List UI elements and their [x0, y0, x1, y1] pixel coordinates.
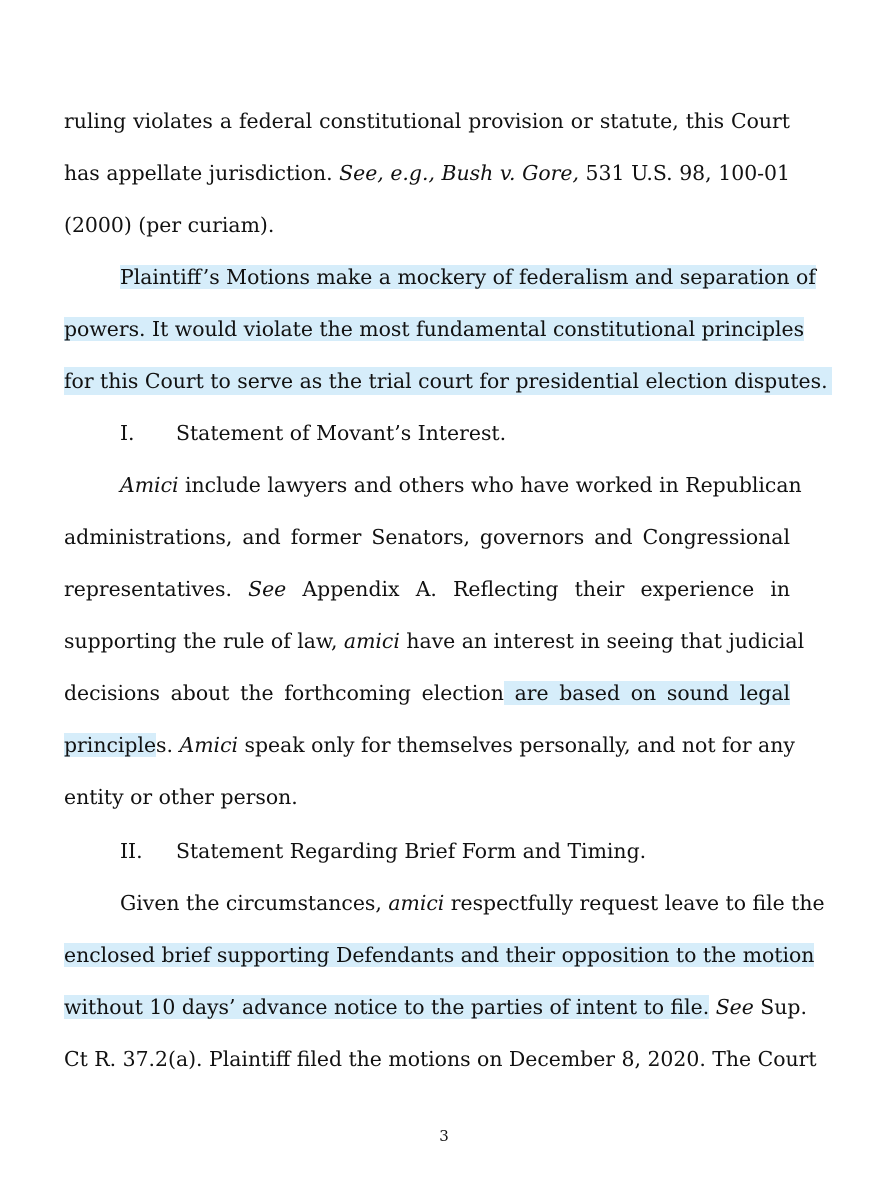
text-span: supporting the rule of law,	[64, 629, 344, 653]
text-span: ruling violates a federal constitutional provision or statute, this Court	[64, 109, 790, 133]
italic-term: See	[248, 577, 287, 601]
body-line	[64, 782, 790, 812]
body-line	[64, 730, 795, 760]
section-heading-1	[120, 418, 790, 448]
text-span: entity or other person.	[64, 785, 298, 809]
highlighted-line	[64, 366, 828, 396]
italic-term: amici	[388, 891, 445, 915]
text-span: have an interest in seeing that judicial	[399, 629, 805, 653]
text-span: representatives.	[64, 577, 249, 601]
text-span: include lawyers and others who have worked in Republican	[178, 473, 802, 497]
page-number: 3	[439, 1127, 449, 1145]
highlight-span: principle	[64, 733, 157, 757]
body-line	[64, 158, 790, 188]
heading-text: Statement of Movant’s Interest.	[176, 421, 507, 445]
highlighted-line	[64, 314, 805, 344]
body-line	[64, 1044, 817, 1074]
body-line	[64, 574, 790, 604]
text-span: (2000) (per curiam).	[64, 213, 275, 237]
highlight-span: enclosed brief supporting Defendants and their opposition to the motion	[64, 943, 815, 967]
body-line	[120, 470, 802, 500]
text-span: administrations, and former Senators, governors and Congressional	[64, 525, 790, 549]
highlight-span: without 10 days’ advance notice to the parties of intent to file.	[64, 995, 710, 1019]
italic-term: amici	[343, 629, 400, 653]
body-line	[64, 678, 790, 708]
heading-text: Statement Regarding Brief Form and Timing.	[176, 839, 647, 863]
text-span: Given the circumstances,	[120, 891, 389, 915]
heading-number: I.	[120, 421, 135, 445]
italic-term: See	[709, 995, 754, 1019]
text-span: 531 U.S. 98, 100-01	[578, 161, 791, 185]
heading-number: II.	[120, 839, 143, 863]
text-span: decisions about the forthcoming election	[64, 681, 504, 705]
text-span: Appendix A. Reflecting their experience in	[286, 577, 790, 601]
body-line	[64, 106, 790, 136]
body-line	[64, 626, 805, 656]
highlighted-line	[120, 262, 816, 292]
body-line	[64, 522, 790, 552]
highlight-span: Plaintiff’s Motions make a mockery of federalism and separation of	[120, 265, 816, 289]
body-line	[64, 210, 790, 240]
text-span: has appellate jurisdiction.	[64, 161, 340, 185]
highlight-span: for this Court to serve as the trial court for presidential election disputes.	[64, 367, 832, 395]
highlight-span: powers. It would violate the most fundamental constitutional principles	[64, 317, 805, 341]
highlight-span: are based on sound legal	[503, 681, 790, 705]
text-span: Ct R. 37.2(a). Plaintiff filed the motions on December 8, 2020. The Court	[64, 1047, 817, 1071]
highlighted-line	[64, 940, 815, 970]
text-span: s.	[156, 733, 180, 757]
italic-term: Amici	[120, 473, 179, 497]
citation-italic: See, e.g., Bush v. Gore,	[339, 161, 579, 185]
text-span: respectfully request leave to file the	[444, 891, 825, 915]
body-line	[120, 888, 825, 918]
body-line	[64, 992, 807, 1022]
italic-term: Amici	[179, 733, 239, 757]
text-span: speak only for themselves personally, and not for any	[238, 733, 795, 757]
section-heading-2	[120, 836, 790, 866]
text-span: Sup.	[753, 995, 807, 1019]
